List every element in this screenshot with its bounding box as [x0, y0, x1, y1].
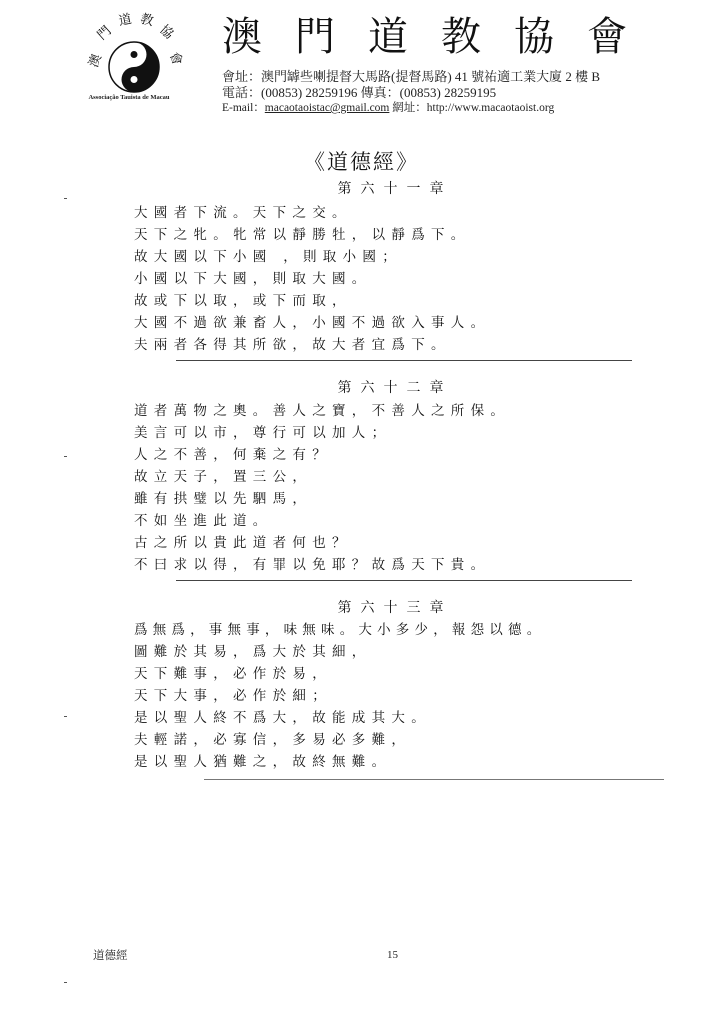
logo-ring-character: 協	[156, 22, 177, 43]
verse-line: 道者萬物之奧。善人之寶，不善人之所保。	[134, 403, 511, 419]
verse-line: 人之不善，何棄之有？	[134, 447, 332, 463]
chapter-63-heading: 第六十三章	[337, 600, 453, 616]
verse-line: 天下之牝。牝常以靜勝牡，以靜爲下。	[134, 227, 471, 243]
logo-ring-character: 教	[138, 11, 155, 30]
verse-line: 爲無爲，事無事，味無味。大小多少，報怨以德。	[134, 622, 546, 638]
chapter-62-heading: 第六十二章	[337, 380, 453, 396]
verse-line: 古之所以貴此道者何也？	[134, 535, 352, 551]
address-line: 會址：澳門罅些喇提督大馬路(提督馬路) 41 號祐適工業大廈 2 樓 B	[222, 69, 601, 84]
verse-line: 夫輕諾，必寡信，多易必多難，	[134, 732, 412, 748]
footer-title: 道德經	[93, 948, 128, 962]
verse-line: 是以聖人猶難之，故終無難。	[134, 754, 392, 770]
verse-line: 不曰求以得，有罪以免耶？故爲天下貴。	[134, 557, 491, 573]
document-title: 《道德經》	[304, 150, 419, 174]
page-number: 15	[387, 949, 398, 961]
email-link[interactable]: macaotaoistac@gmail.com	[264, 102, 390, 114]
verse-line: 天下難事，必作於易，	[134, 666, 332, 682]
logo-ring-character: 澳	[86, 52, 105, 70]
email-label: E-mail：	[222, 102, 265, 114]
scan-mark	[64, 716, 67, 717]
email-web-line	[222, 99, 554, 115]
section-divider	[176, 580, 632, 581]
verse-line: 雖有拱璧以先駟馬，	[134, 491, 313, 507]
association-logo	[72, 10, 196, 122]
verse-line: 故立天子，置三公，	[134, 469, 313, 485]
scan-mark	[64, 198, 67, 199]
phone-fax-line: 電話：(00853) 28259196 傳真：(00853) 28259195	[222, 85, 497, 100]
verse-line: 圖難於其易，爲大於其細，	[134, 644, 372, 660]
verse-line: 夫兩者各得其所欲，故大者宜爲下。	[134, 337, 451, 353]
verse-line: 是以聖人終不爲大，故能成其大。	[134, 710, 431, 726]
verse-line: 故或下以取，或下而取，	[134, 293, 352, 309]
logo-ring-character: 門	[94, 23, 115, 44]
verse-line: 大國者下流。天下之交。	[134, 205, 352, 221]
logo-ring-character: 會	[166, 50, 185, 68]
scan-mark	[64, 982, 67, 983]
chapter-61-heading: 第六十一章	[337, 181, 453, 197]
verse-line: 小國以下大國，則取大國。	[134, 271, 372, 287]
section-divider	[204, 779, 664, 780]
logo-ring-character: 道	[117, 11, 134, 30]
scan-mark	[64, 456, 67, 457]
verse-line: 大國不過欲兼畜人，小國不過欲入事人。	[134, 315, 491, 331]
section-divider	[176, 360, 632, 361]
verse-line: 故大國以下小國 ，則取小國；	[134, 249, 402, 265]
logo-caption: Associação Tauista de Macau	[88, 94, 170, 101]
verse-line: 不如坐進此道。	[134, 513, 273, 529]
verse-line: 天下大事，必作於細；	[134, 688, 332, 704]
verse-line: 美言可以市，尊行可以加人；	[134, 425, 392, 441]
organization-name: 澳門道教協會	[222, 14, 660, 60]
website-text: 網址：http://www.macaotaoist.org	[389, 102, 555, 114]
